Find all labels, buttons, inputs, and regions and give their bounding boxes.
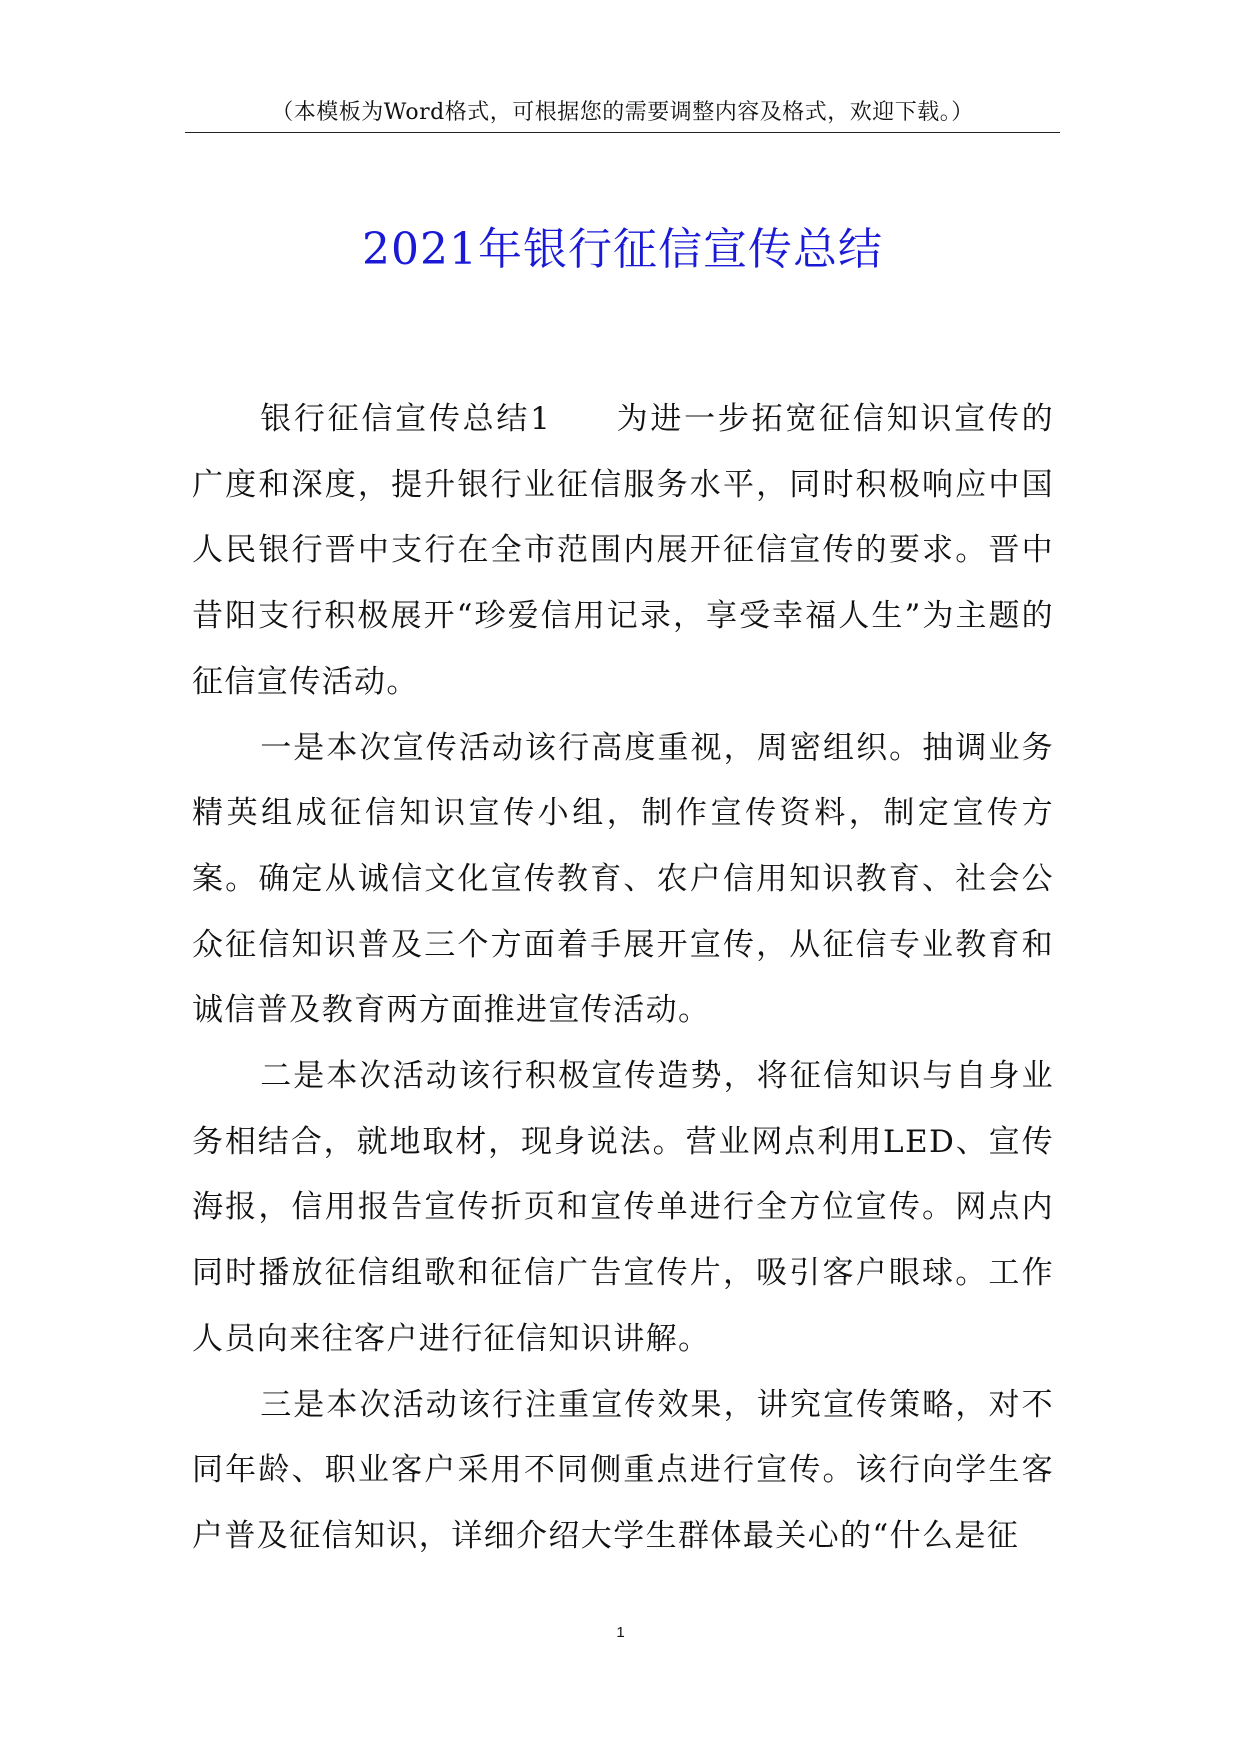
page-number: 1 — [616, 1624, 625, 1641]
paragraph-text: 为进一步拓宽征信知识宣传的广度和深度，提升银行业征信服务水平，同时积极响应中国人民银行晋中支行在全市范围内展开征信宣传的要求。晋中昔阳支行积极展开“珍爱信用记录，享受幸福人生”为主题的征信宣传活动。 — [192, 401, 1055, 700]
template-note: （本模板为Word格式，可根据您的需要调整内容及格式，欢迎下载。） — [271, 100, 974, 125]
paragraph-3: 二是本次活动该行积极宣传造势，将征信知识与自身业务相结合，就地取材，现身说法。营业网点利用LED、宣传海报，信用报告宣传折页和宣传单进行全方位宣传。网点内同时播放征信组歌和征信广告宣传片，吸引客户眼球。工作人员向来往客户进行征信知识讲解。 — [192, 1058, 1054, 1357]
section-heading-inline: 银行征信宣传总结1 — [260, 401, 552, 437]
document-body — [192, 387, 1054, 1570]
document-title: 2021年银行征信宣传总结 — [362, 224, 883, 275]
paragraph-4: 三是本次活动该行注重宣传效果，讲究宣传策略，对不同年龄、职业客户采用不同侧重点进行宣传。该行向学生客户普及征信知识，详细介绍大学生群体最关心的“什么是征 — [192, 1386, 1054, 1554]
paragraph-1 — [192, 387, 1054, 716]
paragraph-2: 一是本次宣传活动该行高度重视，周密组织。抽调业务精英组成征信知识宣传小组，制作宣传资料，制定宣传方案。确定从诚信文化宣传教育、农户信用知识教育、社会公众征信知识普及三个方面着手展开宣传，从征信专业教育和诚信普及教育两方面推进宣传活动。 — [192, 729, 1054, 1029]
header-divider — [185, 132, 1060, 133]
